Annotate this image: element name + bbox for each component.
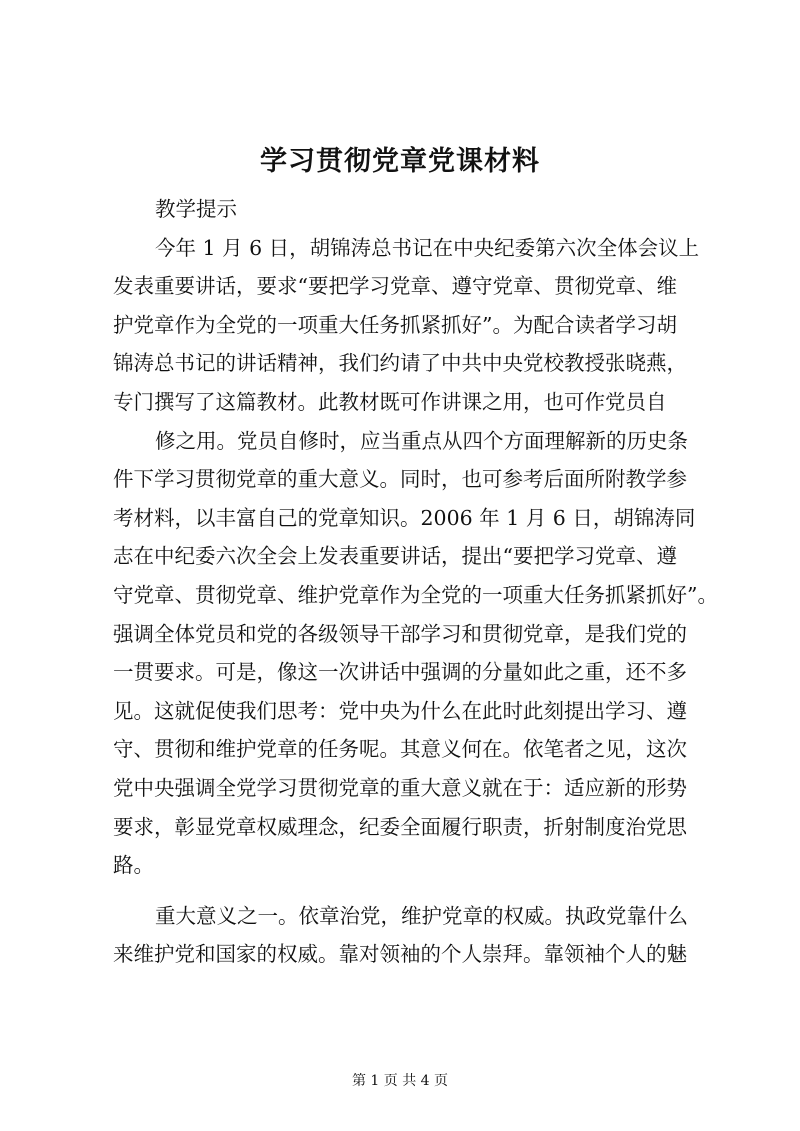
- body-line: 要求，彰显党章权威理念，纪委全面履行职责，折射制度治党思: [113, 814, 687, 839]
- document-body: [113, 190, 718, 974]
- body-line: 重大意义之一。依章治党，维护党章的权威。执政党靠什么: [155, 903, 688, 928]
- body-line: 一贯要求。可是，像这一次讲话中强调的分量如此之重，还不多: [113, 660, 687, 685]
- body-line: 发表重要讲话，要求“要把学习党章、遵守党章、贯彻党章、维: [113, 274, 677, 299]
- body-line: 见。这就促使我们思考：党中央为什么在此时此刻提出学习、遵: [113, 698, 687, 723]
- section-heading-teaching-tips: 教学提示: [155, 197, 237, 221]
- body-line: 守党章、贯彻党章、维护党章作为全党的一项重大任务抓紧抓好”。: [113, 582, 718, 607]
- paragraph-gap: [113, 885, 699, 897]
- page-number-footer: 第 1 页 共 4 页: [351, 1073, 449, 1089]
- body-line: 件下学习贯彻党章的重大意义。同时，也可参考后面所附教学参: [113, 467, 687, 492]
- body-line: 强调全体党员和党的各级领导干部学习和贯彻党章，是我们党的: [113, 621, 687, 646]
- body-line: 专门撰写了这篇教材。此教材既可作讲课之用，也可作党员自: [113, 389, 667, 414]
- body-line: 护党章作为全党的一项重大任务抓紧抓好”。为配合读者学习胡: [113, 312, 677, 337]
- body-line: 考材料，以丰富自己的党章知识。2006 年 1 月 6 日，胡锦涛同: [113, 505, 696, 530]
- body-line: 修之用。党员自修时，应当重点从四个方面理解新的历史条: [155, 428, 688, 453]
- body-line: 志在中纪委六次全会上发表重要讲话，提出“要把学习党章、遵: [113, 544, 677, 569]
- body-line: 今年 1 月 6 日，胡锦涛总书记在中央纪委第六次全体会议上: [155, 235, 700, 260]
- body-line: 来维护党和国家的权威。靠对领袖的个人崇拜。靠领袖个人的魅: [113, 942, 687, 967]
- body-line: 党中央强调全党学习贯彻党章的重大意义就在于：适应新的形势: [113, 775, 687, 800]
- body-line: 锦涛总书记的讲话精神，我们约请了中共中央党校教授张晓燕，: [113, 351, 687, 376]
- body-line: 守、贯彻和维护党章的任务呢。其意义何在。依笔者之见，这次: [113, 737, 687, 762]
- document-title: 学习贯彻党章党课材料: [260, 146, 540, 177]
- body-line: 路。: [113, 853, 154, 878]
